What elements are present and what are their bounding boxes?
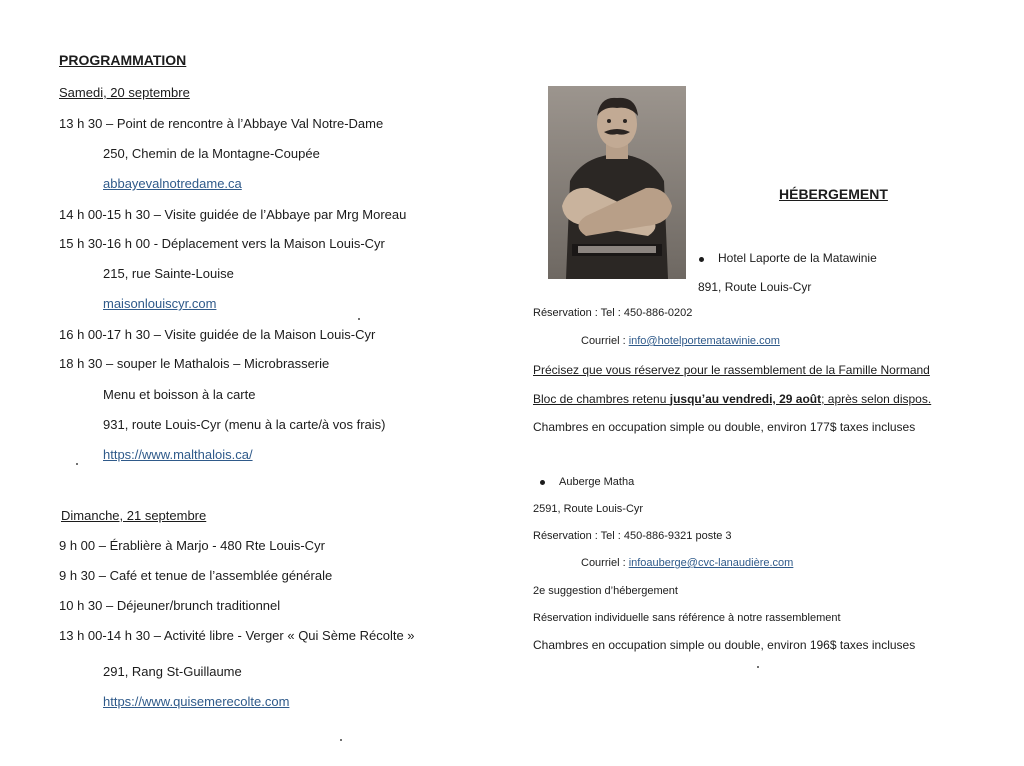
bullet-icon [699, 257, 704, 262]
hotel1-email-link[interactable]: info@hotelportematawinie.com [628, 335, 780, 347]
schedule-item: 15 h 30-16 h 00 - Déplacement vers la Maison Louis-Cyr [59, 236, 385, 251]
programme-title: PROGRAMMATION [59, 52, 187, 68]
schedule-item: 10 h 30 – Déjeuner/brunch traditionnel [59, 598, 281, 613]
schedule-item: 9 h 30 – Café et tenue de l’assemblée générale [59, 568, 333, 583]
hotel2-email-link[interactable]: infoauberge@cvc-lanaudière.com [628, 557, 794, 569]
quisemerecolte-link[interactable]: https://www.quisemerecolte.com [103, 694, 290, 709]
scan-speck [76, 463, 78, 465]
address-line: 215, rue Sainte-Louise [103, 266, 234, 281]
bullet-icon [540, 480, 545, 485]
day2-heading: Dimanche, 21 septembre [61, 508, 207, 523]
schedule-item: 13 h 00-14 h 30 – Activité libre - Verger « Qui Sème Récolte » [59, 628, 415, 643]
schedule-item: 18 h 30 – souper le Mathalois – Microbrasserie [59, 356, 330, 371]
scan-speck [340, 739, 342, 741]
hotel1-courriel [581, 335, 780, 348]
hotel1-note2 [533, 392, 931, 406]
schedule-item: 13 h 30 – Point de rencontre à l’Abbaye Val Notre-Dame [59, 116, 384, 131]
hotel1-address: 891, Route Louis-Cyr [698, 280, 812, 294]
hotel1-reservation: Réservation : Tel : 450-886-0202 [533, 307, 693, 319]
hebergement-title: HÉBERGEMENT [779, 186, 888, 202]
strongman-photo [548, 86, 686, 279]
maison-louis-cyr-link[interactable]: maisonlouiscyr.com [103, 296, 217, 311]
address-line: 250, Chemin de la Montagne-Coupée [103, 146, 320, 161]
hotel2-note: Réservation individuelle sans référence à notre rassemblement [533, 612, 841, 624]
detail-line: Menu et boisson à la carte [103, 387, 256, 402]
hotel2-courriel [581, 557, 793, 570]
schedule-item: 9 h 00 – Érablière à Marjo - 480 Rte Louis-Cyr [59, 538, 325, 553]
note2-pre: Bloc de chambres retenu [533, 392, 670, 406]
vintage-strongman-photo-icon [548, 86, 686, 279]
hotel1-name: Hotel Laporte de la Matawinie [718, 251, 877, 265]
abbaye-link[interactable]: abbayevalnotredame.ca [103, 176, 242, 191]
note2-post: ; après selon dispos. [821, 392, 932, 406]
schedule-item: 16 h 00-17 h 30 – Visite guidée de la Maison Louis-Cyr [59, 327, 376, 342]
hotel1-note1: Précisez que vous réservez pour le rassemblement de la Famille Normand [533, 363, 930, 377]
day1-heading: Samedi, 20 septembre [59, 85, 190, 100]
hotel2-reservation: Réservation : Tel : 450-886-9321 poste 3 [533, 530, 732, 542]
courriel-label: Courriel : [581, 335, 626, 347]
address-line: 931, route Louis-Cyr (menu à la carte/à vos frais) [103, 417, 386, 432]
scan-speck [757, 666, 759, 668]
mathalois-link[interactable]: https://www.malthalois.ca/ [103, 447, 253, 462]
schedule-item: 14 h 00-15 h 30 – Visite guidée de l’Abbaye par Mrg Moreau [59, 207, 407, 222]
hotel2-address: 2591, Route Louis-Cyr [533, 503, 644, 515]
hotel2-rooms: Chambres en occupation simple ou double, environ 196$ taxes incluses [533, 638, 916, 652]
hotel2-name: Auberge Matha [559, 476, 635, 488]
courriel-label: Courriel : [581, 557, 626, 569]
hotel1-rooms: Chambres en occupation simple ou double, environ 177$ taxes incluses [533, 420, 916, 434]
note2-deadline: jusqu’au vendredi, 29 août [669, 392, 822, 406]
scan-speck [358, 318, 360, 320]
address-line: 291, Rang St-Guillaume [103, 664, 242, 679]
hotel2-suggestion: 2e suggestion d’hébergement [533, 585, 678, 597]
